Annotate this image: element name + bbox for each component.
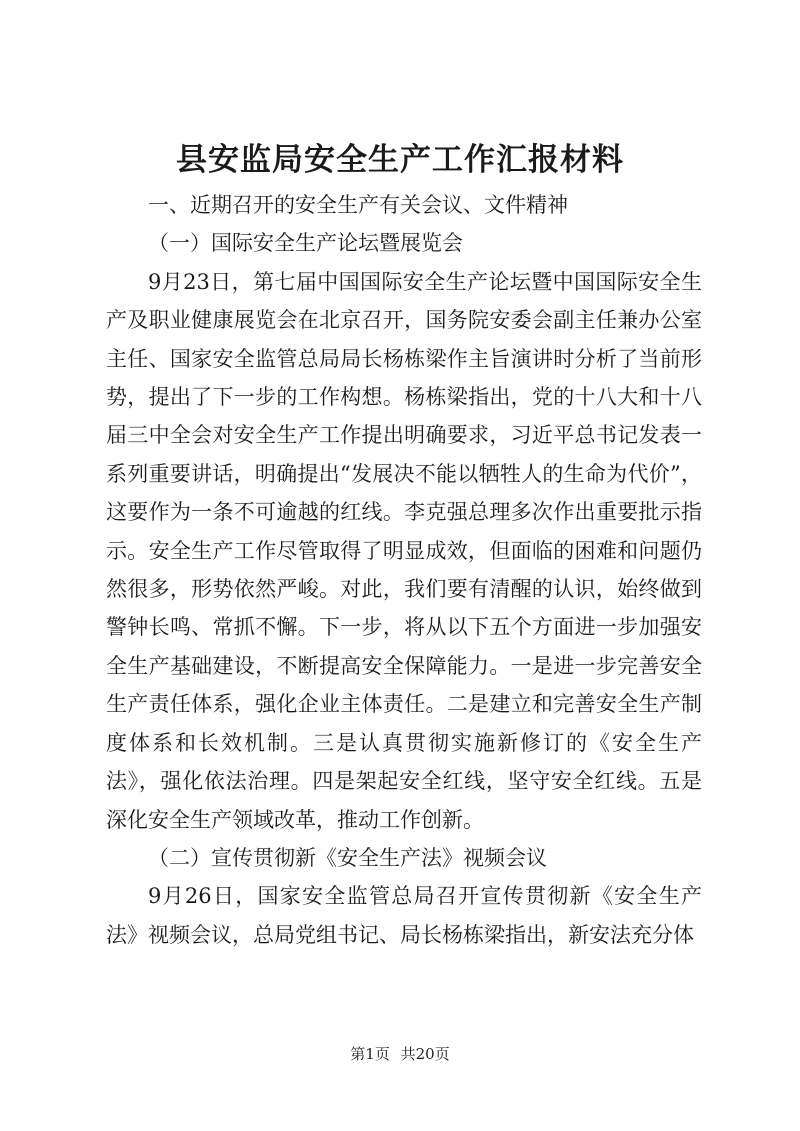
paragraph-1: 9月23日，第七届中国国际安全生产论坛暨中国国际安全生产及职业健康展览会在北京召开，国务院安委会副主任兼办公室主任、国家安全监管总局局长杨栋梁作主旨演讲时分析了当前形势，提出了下一步的工作构想。杨栋梁指出，党的十八大和十八届三中全会对安全生产工作提出明确要求，习近平总书记发表一系列重要讲话，明确提出“发展决不能以牺牲人的生命为代价”，这要作为一条不可逾越的红线。李克强总理多次作出重要批示指示。安全生产工作尽管取得了明显成效，但面临的困难和问题仍然很多，形势依然严峻。对此，我们要有清醒的认识，始终做到警钟长鸣、常抓不懈。下一步，将从以下五个方面进一步加强安全生产基础建设，不断提高安全保障能力。一是进一步完善安全生产责任体系，强化企业主体责任。二是建立和完善安全生产制度体系和长效机制。三是认真贯彻实施新修订的《安全生产法》，强化依法治理。四是架起安全红线，坚守安全红线。五是深化安全生产领域改革，推动工作创新。 (106, 269, 702, 832)
subsection-heading-1: （一）国际安全生产论坛暨展览会 (148, 231, 463, 256)
document-body (106, 186, 702, 954)
document-title: 县安监局安全生产工作汇报材料 (176, 142, 624, 178)
page-total: 共20页 (400, 1045, 450, 1063)
page-number: 第1页 (350, 1045, 390, 1063)
paragraph-2: 9月26日，国家安全监管总局召开宣传贯彻新《安全生产法》视频会议，总局党组书记、局长杨栋梁指出，新安法充分体 (106, 884, 702, 947)
page-footer (0, 1043, 800, 1064)
subsection-heading-2: （二）宣传贯彻新《安全生产法》视频会议 (148, 845, 547, 870)
section-heading-1: 一、近期召开的安全生产有关会议、文件精神 (148, 193, 568, 217)
